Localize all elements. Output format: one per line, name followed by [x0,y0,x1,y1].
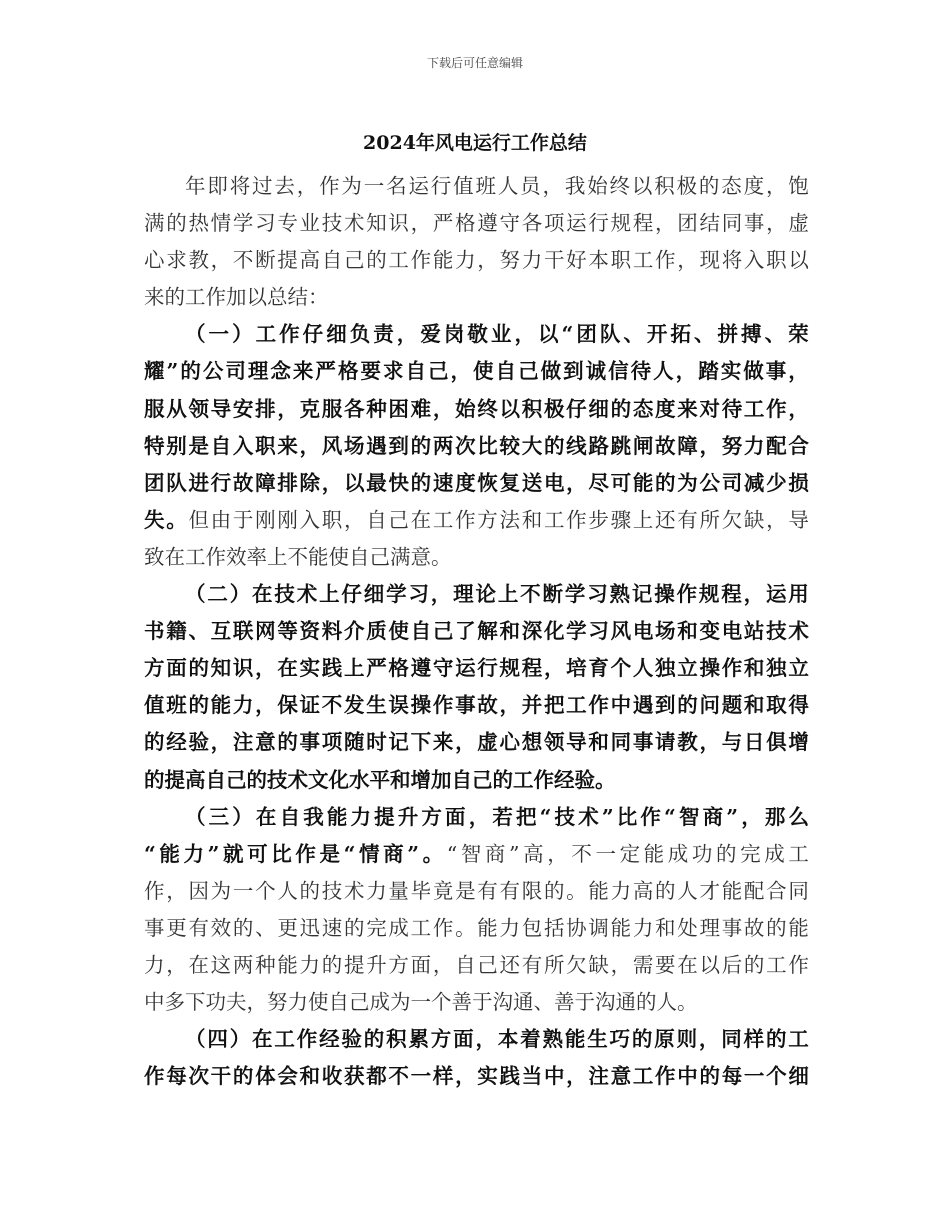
text-line: 心 求 教 ， 不 断 提 高 自 己 的 工 作 能 力 ， 努 力 干 好 本 职 工 作 ， 现 将 入 职 以 [144,248,809,273]
text-line: 特 别 是 自 入 职 来 ， 风 场 遇 到 的 两 次 比 较 大 的 线 路 跳 闸 故 障 ， 努 力 配 合 [144,433,809,458]
text-line: 的 提 高 自 己 的 技 术 文 化 水 平 和 增 加 自 己 的 工 作 经 验 。 [144,767,616,792]
text-line: 年 即 将 过 去 ， 作 为 一 名 运 行 值 班 人 员 ， 我 始 终 以 积 极 的 态 度 ， 饱 [185,174,809,198]
text-line: “ 能 力 ” 就 可 比 作 是 “ 情 商 ” 。 “ 智 商 ” 高 ， 不 一 定 能 成 功 的 完 成 工 [144,841,809,866]
text-line: 书 籍 、 互 联 网 等 资 料 介 质 使 自 己 了 解 和 深 化 学 习 风 电 场 和 变 电 站 技 术 [144,619,809,644]
text-line: 事 更 有 效 的 、 更 迅 速 的 完 成 工 作 。 能 力 包 括 协 调 能 力 和 处 理 事 故 的 能 [144,915,809,940]
text-line: （ 二 ） 在 技 术 上 仔 细 学 习 ， 理 论 上 不 断 学 习 熟 记 操 作 规 程 ， 运 用 [185,582,809,607]
text-line: 力 ， 在 这 两 种 能 力 的 提 升 方 面 ， 自 己 还 有 所 欠 缺 ， 需 要 在 以 后 的 工 作 [144,952,809,977]
text-line: （ 四 ） 在 工 作 经 验 的 积 累 方 面 ， 本 着 熟 能 生 巧 的 原 则 ， 同 样 的 工 [185,1027,809,1052]
text-line: （ 三 ） 在 自 我 能 力 提 升 方 面 ， 若 把 “ 技 术 ” 比 作 “ 智 商 ” ， 那 么 [185,804,809,829]
text-line: （ 一 ） 工 作 仔 细 负 责 ， 爱 岗 敬 业 ， 以 “ 团 队 、 开 拓 、 拼 搏 、 荣 [185,322,809,347]
text-line: 服 从 领 导 安 排 ， 克 服 各 种 困 难 ， 始 终 以 积 极 仔 细 的 态 度 来 对 待 工 作 ， [144,396,809,421]
text-line: 的 经 验 ， 注 意 的 事 项 随 时 记 下 来 ， 虚 心 想 领 导 和 同 事 请 教 ， 与 日 俱 增 [144,730,809,755]
text-line: 团 队 进 行 故 障 排 除 ， 以 最 快 的 速 度 恢 复 送 电 ， 尽 可 能 的 为 公 司 减 少 损 [144,470,809,495]
document-title: 2024年风电运行工作总结 [363,132,587,154]
text-line: 耀 ” 的 公 司 理 念 来 严 格 要 求 自 己 ， 使 自 己 做 到 诚 信 待 人 ， 踏 实 做 事 ， [144,359,809,384]
page-header: 下载后可任意编辑 [426,56,523,70]
text-line: 来 的 工 作 加 以 总 结 ： [144,285,329,310]
text-line: 致 在 工 作 效 率 上 不 能 使 自 己 满 意 。 [144,544,452,569]
text-line: 作 每 次 干 的 体 会 和 收 获 都 不 一 样 ， 实 践 当 中 ， 注 意 工 作 中 的 每 一 个 细 [144,1064,809,1089]
text-line: 方 面 的 知 识 ， 在 实 践 上 严 格 遵 守 运 行 规 程 ， 培 育 个 人 独 立 操 作 和 独 立 [144,656,809,681]
text-line: 满 的 热 情 学 习 专 业 技 术 知 识 ， 严 格 遵 守 各 项 运 行 规 程 ， 团 结 同 事 ， 虚 [144,211,809,236]
text-line: 值 班 的 能 力 ， 保 证 不 发 生 误 操 作 事 故 ， 并 把 工 作 中 遇 到 的 问 题 和 取 得 [144,693,809,718]
text-line: 失 。 但 由 于 刚 刚 入 职 ， 自 己 在 工 作 方 法 和 工 作 步 骤 上 还 有 所 欠 缺 ， 导 [144,507,809,532]
document-body [144,168,809,1095]
text-line: 作 ， 因 为 一 个 人 的 技 术 力 量 毕 竟 是 有 有 限 的 。 能 力 高 的 人 才 能 配 合 同 [144,878,809,903]
text-line: 中 多 下 功 夫 ， 努 力 使 自 己 成 为 一 个 善 于 沟 通 、 善 于 沟 通 的 人 。 [144,990,698,1015]
